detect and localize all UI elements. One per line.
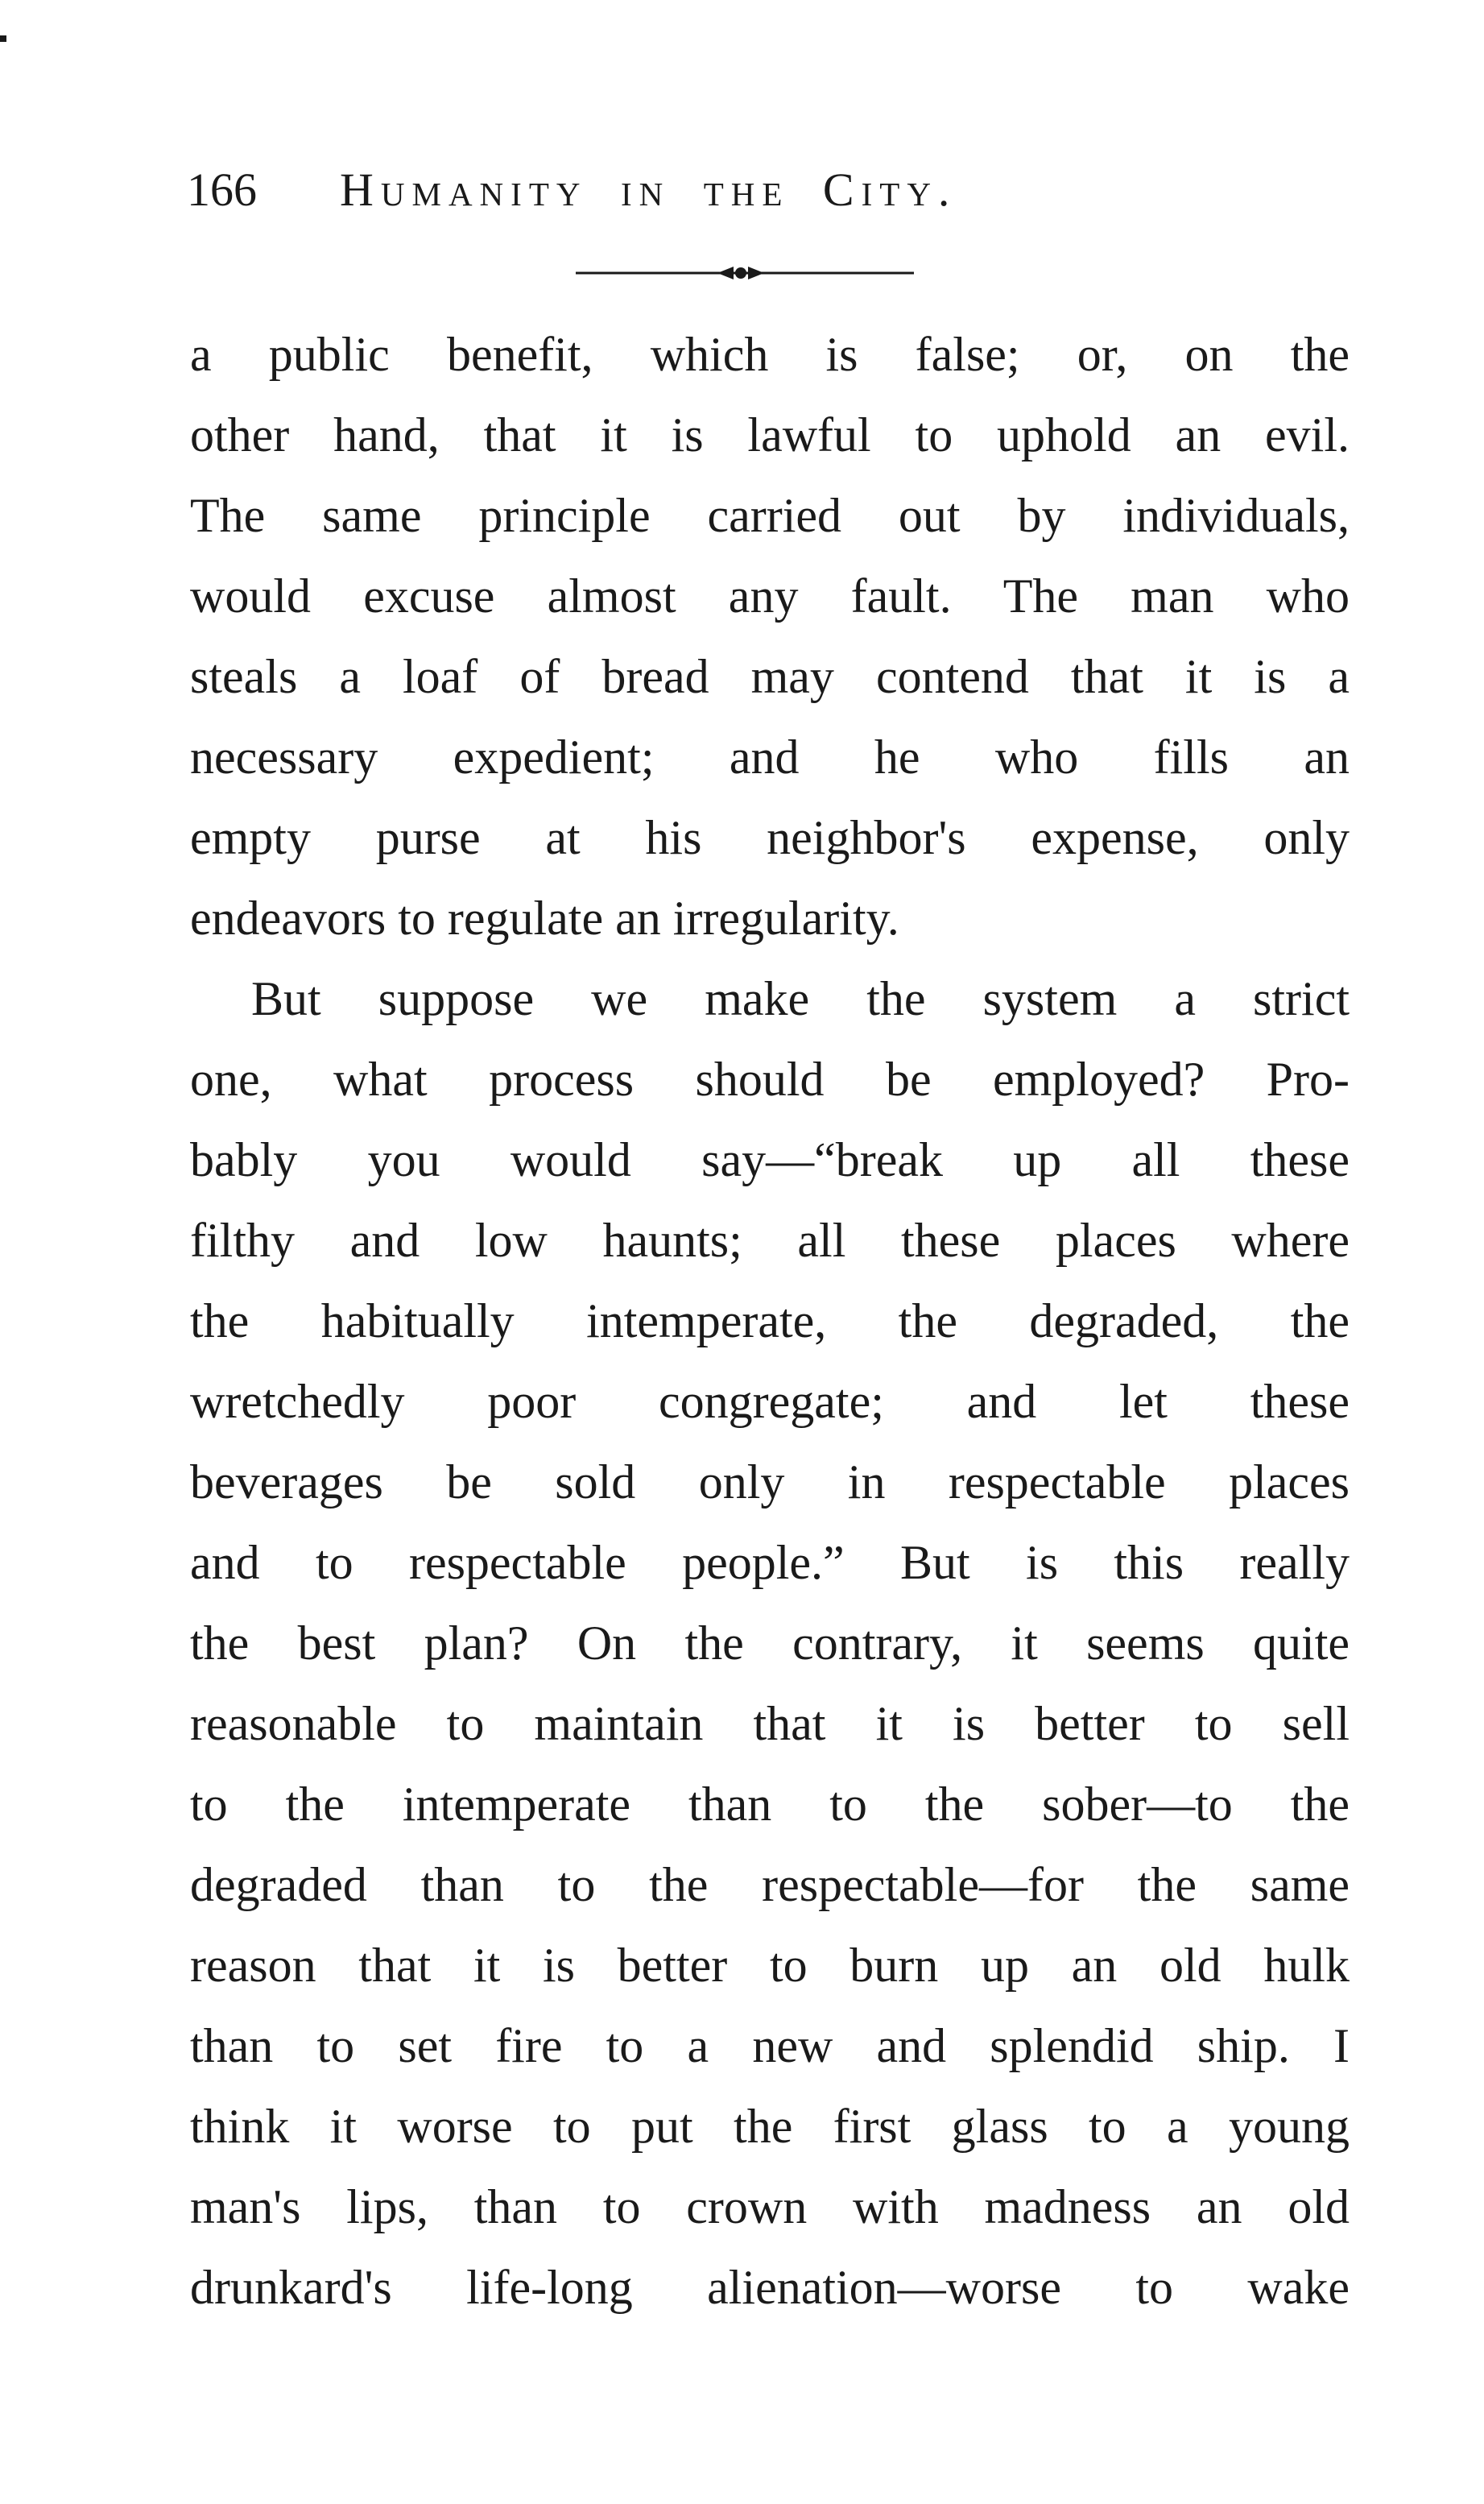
text-line: the habitually intemperate, the degraded, the [190,1294,1350,1347]
header-ornament [576,264,914,282]
text-line: But suppose we make the system a strict [251,972,1350,1025]
page-number: 166 [187,163,257,216]
text-line: than to set fire to a new and splendid ship. I [190,2019,1350,2072]
text-line: to the intemperate than to the sober—to the [190,1778,1350,1831]
text-line: would excuse almost any fault. The man who [190,569,1350,623]
ornament-rule-icon [576,264,914,282]
page-header [187,158,1193,222]
text-line: a public benefit, which is false; or, on the [190,328,1350,381]
body-text [190,314,1350,2328]
text-line: empty purse at his neighbor's expense, only [190,811,1350,864]
text-line: filthy and low haunts; all these places where [190,1214,1350,1267]
text-line: man's lips, than to crown with madness an old [190,2180,1350,2233]
text-line: think it worse to put the first glass to a young [190,2100,1350,2153]
text-line: reasonable to maintain that it is better to sell [190,1697,1350,1750]
text-line: degraded than to the respectable—for the same [190,1858,1350,1911]
text-line: one, what process should be employed? Pro- [190,1053,1350,1106]
text-line: endeavors to regulate an irregularity. [190,892,899,945]
text-line: wretchedly poor congregate; and let these [190,1375,1350,1428]
text-line: the best plan? On the contrary, it seems quite [190,1616,1350,1670]
text-line: necessary expedient; and he who fills an [190,731,1350,784]
text-line: drunkard's life-long alienation—worse to wake [190,2261,1350,2314]
running-title: Humanity in the City. [340,163,957,216]
text-line: bably you would say—“break up all these [190,1133,1350,1186]
text-line: beverages be sold only in respectable places [190,1455,1350,1509]
scan-mark [0,35,6,42]
text-line: reason that it is better to burn up an old hulk [190,1939,1350,1992]
text-line: steals a loaf of bread may contend that it is a [190,650,1350,703]
text-line: other hand, that it is lawful to uphold an evil. [190,408,1350,461]
text-line: The same principle carried out by individuals, [190,489,1350,542]
text-line: and to respectable people.” But is this really [190,1536,1350,1589]
